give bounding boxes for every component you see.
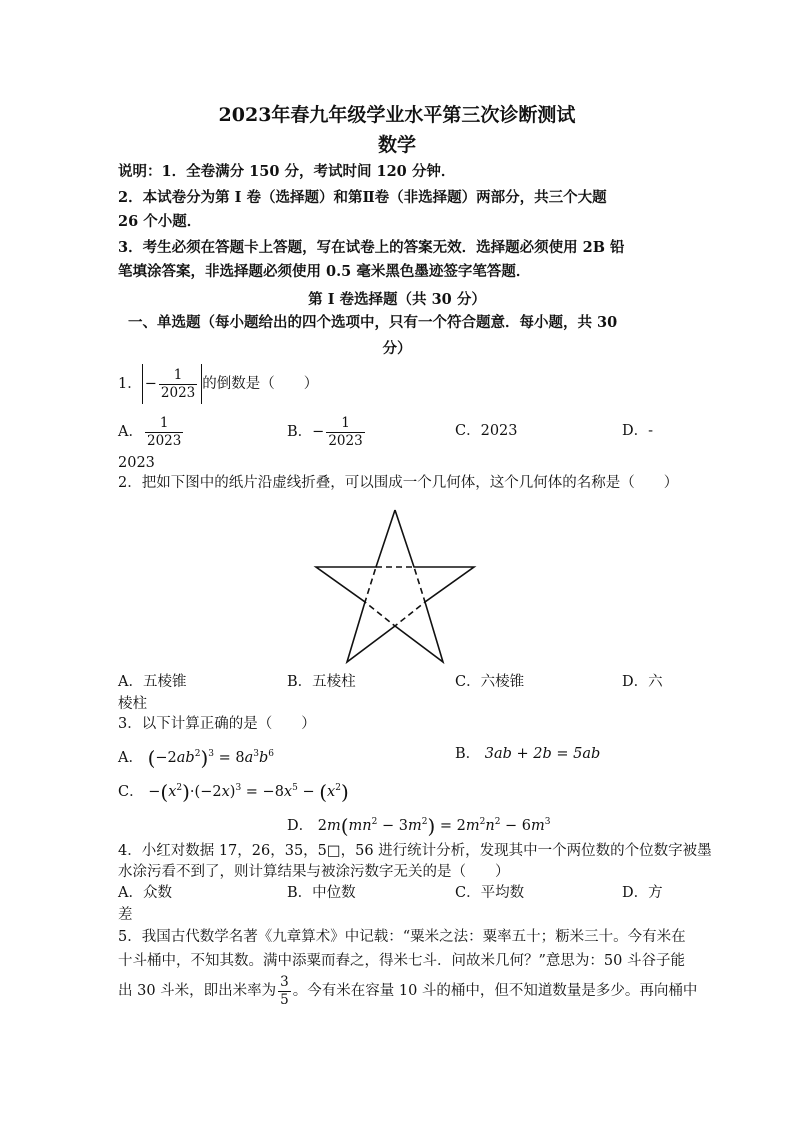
q3-option-b-label: B． — [455, 746, 481, 762]
q3-option-d-label: D． — [287, 817, 314, 834]
q5-line3a: 出 30 斗米，即出米率为 — [118, 983, 277, 999]
q5-frac-den: 5 — [280, 991, 289, 1008]
q1-b-num: 1 — [341, 414, 350, 431]
q2-option-b: B．五棱柱 — [287, 674, 356, 690]
q4-option-d-cont: 差 — [118, 907, 133, 923]
q3-option-d: D． $2m(mn^2 - 3m^2) = 2m^2n^2 - 6m^3$ — [287, 813, 551, 838]
q3-option-a: A． $(-2ab^2)^3 = 8a^3b^6$ — [118, 745, 275, 770]
question-3: 3．以下计算正确的是（ ） — [118, 716, 316, 732]
q2-option-a: A．五棱锥 — [118, 674, 187, 690]
q1-a-num: 1 — [159, 414, 169, 431]
q1-option-a-fraction — [145, 415, 183, 450]
star-fold-lines — [365, 567, 425, 626]
instruction-3b: 笔填涂答案，非选择题必须使用 0.5 毫米黑色墨迹签字笔答题． — [118, 263, 531, 280]
q3-option-c-label: C． — [118, 783, 144, 800]
part-title: 第 I 卷选择题（共 30 分） — [308, 291, 486, 308]
q4-option-d: D．方 — [622, 885, 663, 901]
question-2: 2．把如下图中的纸片沿虚线折叠，可以围成一个几何体，这个几何体的名称是（ ） — [118, 475, 679, 491]
q1-text: 的倒数是（ ） — [202, 376, 319, 392]
q1-a-den: 2023 — [146, 432, 182, 449]
instruction-3a: 3．考生必须在答题卡上答题，写在试卷上的答案无效．选择题必须使用 2B 铅 — [118, 239, 625, 256]
question-1 — [118, 362, 318, 406]
section-heading-b: 分） — [382, 340, 412, 357]
q1-number: 1． — [118, 376, 142, 392]
star-outline — [316, 510, 474, 662]
q1-option-b-label: B． — [287, 424, 313, 440]
subject-title: 数学 — [377, 134, 416, 156]
q3-option-b-expr: 3ab + 2b = 5ab — [484, 746, 601, 762]
q2-option-d-cont: 棱柱 — [118, 696, 147, 712]
star-net-figure — [300, 500, 490, 670]
q5-fraction — [278, 974, 291, 1009]
q5-frac-num: 3 — [280, 973, 289, 990]
q1-option-c: C．2023 — [455, 423, 518, 439]
exam-title: 2023年春九年级学业水平第三次诊断测试 — [218, 104, 576, 126]
q2-option-d: D．六 — [622, 674, 663, 690]
instruction-2a: 2．本试卷分为第 I 卷（选择题）和第Ⅱ卷（非选择题）两部分，共三个大题 — [118, 189, 607, 206]
q1-option-d: D．- — [622, 423, 654, 439]
q1-option-b — [287, 412, 367, 452]
q2-option-c: C．六棱锥 — [455, 674, 525, 690]
q1-frac-den: 2023 — [160, 384, 196, 401]
q1-option-d-cont: 2023 — [118, 455, 155, 471]
q3-option-b — [455, 744, 600, 764]
question-5-line3 — [118, 970, 697, 1012]
q5-line3b: 。今有米在容量 10 斗的桶中，但不知道数量是多少。再向桶中 — [292, 983, 698, 999]
q1-option-a — [118, 412, 185, 452]
q1-option-a-label: A． — [118, 424, 143, 440]
q1-option-b-fraction — [326, 415, 364, 450]
question-4-line2: 水涂污看不到了，则计算结果与被涂污数字无关的是（ ） — [118, 864, 510, 880]
q3-option-a-label: A． — [118, 749, 143, 766]
q4-option-c: C．平均数 — [455, 885, 525, 901]
instruction-2b: 26 个小题． — [118, 213, 202, 230]
section-heading-a: 一、单选题（每小题给出的四个选项中，只有一个符合题意．每小题，共 30 — [128, 314, 618, 331]
q4-option-a: A．众数 — [118, 885, 172, 901]
q4-option-b: B．中位数 — [287, 885, 356, 901]
q3-option-c: C． $-(x^2)\cdot(-2x)^3 = -8x^5 - (x^2)$ — [118, 779, 349, 804]
q1-absolute-value — [142, 364, 203, 404]
instruction-1: 说明：1．全卷满分 150 分，考试时间 120 分钟． — [118, 163, 456, 180]
q1-fraction — [159, 367, 197, 402]
q1-frac-num: 1 — [173, 366, 183, 383]
q1-b-minus: − — [312, 424, 325, 440]
question-5-line2: 十斗桶中，不知其数。满中添粟而舂之，得米七斗．问故米几何？”意思为：50 斗谷子能 — [118, 953, 685, 969]
question-5-line1: 5．我国古代数学名著《九章算术》中记载：“粟米之法：粟率五十；粝米三十。今有米在 — [118, 929, 686, 945]
q1-minus: − — [144, 376, 157, 392]
q1-b-den: 2023 — [328, 432, 363, 449]
question-4-line1: 4．小红对数据 17，26，35，5□，56 进行统计分析，发现其中一个两位数的个位数字被墨 — [118, 843, 712, 859]
